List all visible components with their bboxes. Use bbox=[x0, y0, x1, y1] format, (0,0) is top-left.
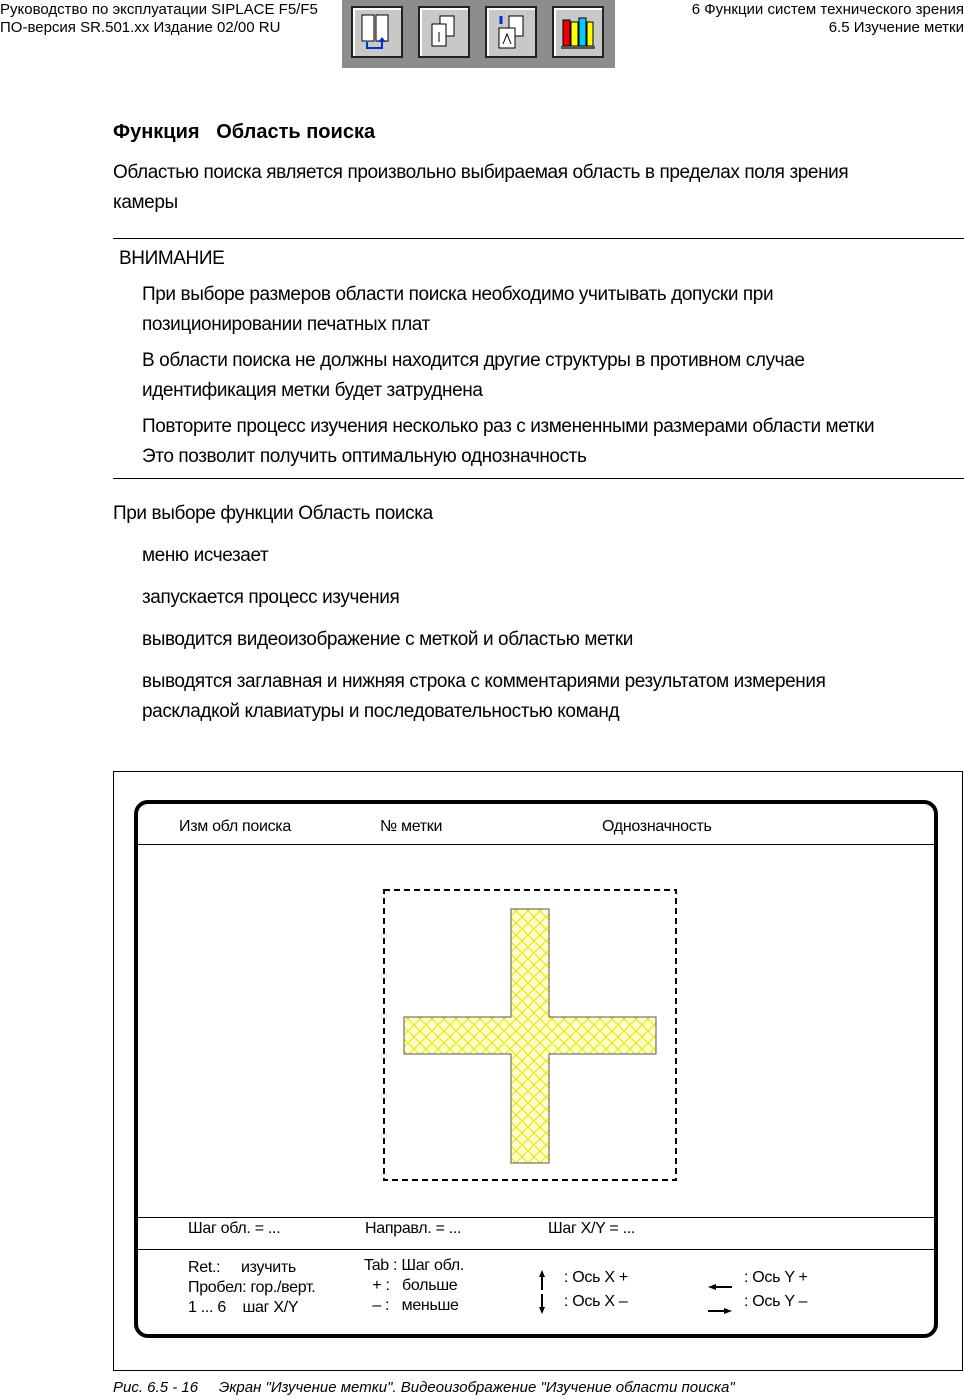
pages-icon[interactable] bbox=[418, 6, 470, 58]
figure-frame bbox=[113, 771, 963, 1371]
key-y-plus: : Ось Y + bbox=[744, 1269, 808, 1286]
main-text bbox=[113, 118, 964, 727]
status-area-step: Шаг обл. = ... bbox=[188, 1220, 281, 1237]
warning-line: идентификация метки будет затруднена bbox=[142, 380, 483, 401]
selection-item: выводится видеоизображение с меткой и областью метки bbox=[142, 629, 633, 650]
status-direction: Направл. = ... bbox=[365, 1220, 462, 1237]
intro-text: Областью поиска является произвольно выбираемая область в пределах поля зрения bbox=[113, 162, 849, 183]
video-image bbox=[138, 845, 934, 1217]
key-legend-col3 bbox=[564, 1268, 628, 1312]
key-legend-col2 bbox=[364, 1256, 464, 1316]
navigation-toolbar bbox=[342, 0, 615, 68]
key-tab: Tab : Шаг обл. bbox=[364, 1257, 464, 1274]
divider bbox=[138, 1249, 934, 1250]
document-nav-icon[interactable] bbox=[485, 6, 537, 58]
arrow-up-icon bbox=[538, 1270, 546, 1295]
key-digits: 1 ... 6 шаг X/Y bbox=[188, 1299, 299, 1316]
screen-header-mark-number: № метки bbox=[380, 818, 443, 835]
key-minus: – : меньше bbox=[364, 1297, 459, 1314]
warning-line: В области поиска не должны находится другие структуры в противном случае bbox=[142, 350, 805, 371]
screen-header-search-area: Изм обл поиска bbox=[179, 818, 291, 835]
key-y-minus: : Ось Y – bbox=[744, 1293, 808, 1310]
arrow-right-icon bbox=[708, 1302, 732, 1320]
header-manual-title: Руководство по эксплуатации SIPLACE F5/F5 bbox=[0, 1, 318, 18]
key-x-plus: : Ось X + bbox=[564, 1269, 628, 1286]
key-ret: Ret.: изучить bbox=[188, 1259, 296, 1276]
intro-text-cont: камеры bbox=[113, 192, 178, 213]
status-xy-step: Шаг X/Y = ... bbox=[548, 1220, 636, 1237]
selection-item: раскладкой клавиатуры и последовательностью команд bbox=[142, 701, 620, 722]
selection-item: выводятся заглавная и нижняя строка с комментариями результатом измерения bbox=[142, 671, 826, 692]
key-legend-col1 bbox=[188, 1258, 315, 1318]
warning-line: позиционировании печатных плат bbox=[142, 314, 430, 335]
header-section: 6.5 Изучение метки bbox=[828, 19, 964, 36]
key-x-minus: : Ось X – bbox=[564, 1293, 628, 1310]
contents-icon[interactable] bbox=[351, 6, 403, 58]
selection-intro: При выборе функции Область поиска bbox=[113, 503, 433, 524]
figure-caption: Экран "Изучение метки". Видеоизображение "Изучение области поиска" bbox=[218, 1379, 735, 1396]
key-space: Пробел: гор./верт. bbox=[188, 1279, 316, 1296]
arrow-down-icon bbox=[538, 1294, 546, 1319]
divider bbox=[138, 1217, 934, 1218]
key-legend-col4 bbox=[744, 1268, 808, 1312]
library-books-icon[interactable] bbox=[552, 6, 604, 58]
selection-item: запускается процесс изучения bbox=[142, 587, 400, 608]
divider bbox=[113, 238, 964, 239]
function-label: Функция bbox=[113, 121, 200, 143]
cross-mark bbox=[404, 909, 656, 1163]
header-chapter: 6 Функции систем технического зрения bbox=[691, 1, 964, 18]
warning-line: Это позволит получить оптимальную однозначность bbox=[142, 446, 587, 467]
header-version: ПО-версия SR.501.xx Издание 02/00 RU bbox=[0, 19, 281, 36]
warning-line: Повторите процесс изучения несколько раз с измененными размерами области метки bbox=[142, 416, 875, 437]
selection-item: меню исчезает bbox=[142, 545, 269, 566]
figure-caption-line bbox=[113, 1379, 735, 1397]
divider bbox=[113, 478, 964, 479]
warning-heading: ВНИМАНИЕ bbox=[119, 248, 225, 269]
key-plus: + : больше bbox=[364, 1277, 458, 1294]
arrow-left-icon bbox=[708, 1278, 732, 1296]
warning-line: При выборе размеров области поиска необходимо учитывать допуски при bbox=[142, 284, 774, 305]
figure-number: Рис. 6.5 - 16 bbox=[113, 1379, 199, 1396]
section-title: Область поиска bbox=[216, 121, 376, 143]
screen-header-uniqueness: Однозначность bbox=[602, 818, 712, 835]
teach-mark-screen bbox=[134, 800, 938, 1338]
